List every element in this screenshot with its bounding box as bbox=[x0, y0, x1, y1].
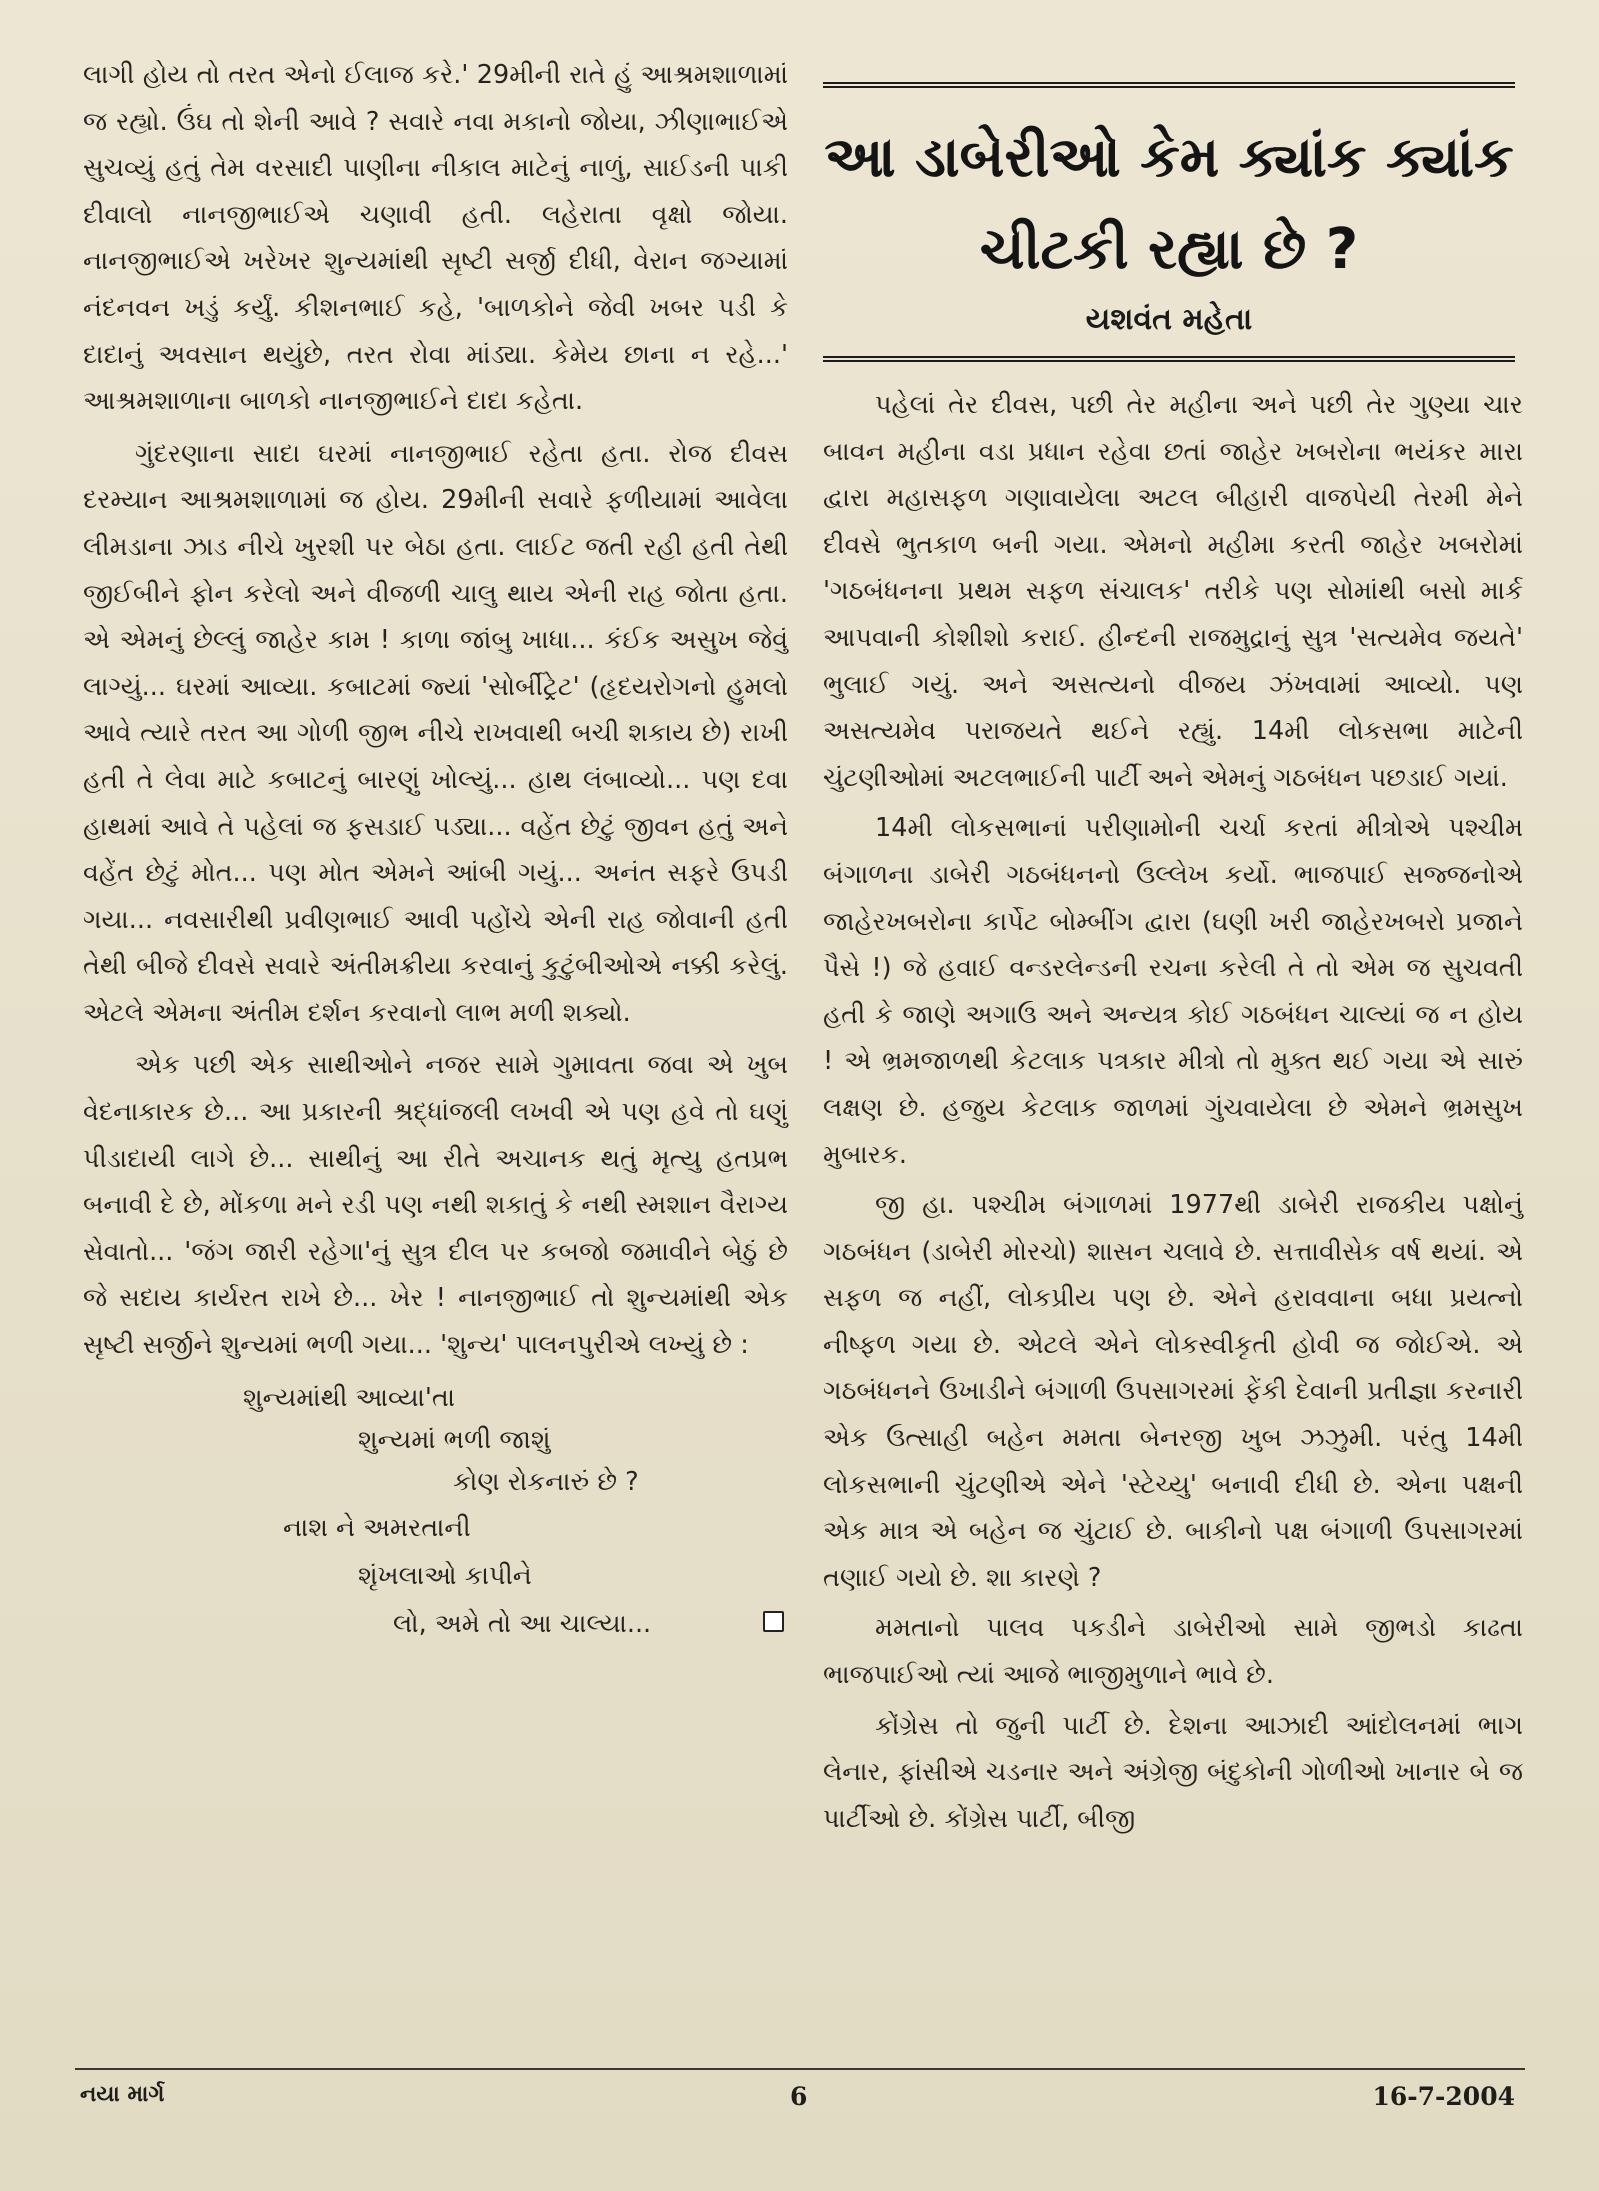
poem bbox=[83, 1377, 788, 1667]
left-paragraph-1: લાગી હોય તો તરત એનો ઈલાજ કરે.' 29મીની રાતે હું આશ્રમશાળામાં જ રહ્યો. ઉંઘ તો શેની આવે ? સવારે નવા મકાનો જોયા, ઝીણાભાઈએ સુચવ્યું હતું તેમ વરસાદી પાણીના નીકાલ માટેનું નાળું, સાઈડની પાકી દીવાલો નાનજીભાઈએ ચણાવી હતી. લહેરાતા વૃક્ષો જોયા. નાનજીભાઈએ ખરેખર શુન્યમાંથી સૃષ્ટી સર્જી દીધી, વેરાન જગ્યામાં નંદનવન ખડું કર્યું. કીશનભાઈ કહે, 'બાળકોને જેવી ખબર પડી કે દાદાનું અવસાન થયુંછે, તરત રોવા માંડ્યા. કેમેય છાના ન રહે...' આશ્રમશાળાના બાળકો નાનજીભાઈને દાદા કહેતા. bbox=[83, 60, 788, 417]
right-column bbox=[823, 382, 1523, 1842]
poem-line: શુન્યમાંથી આવ્યા'તા bbox=[243, 1382, 456, 1413]
left-paragraph-3: એક પછી એક સાથીઓને નજર સામે ગુમાવતા જવા એ ખુબ વેદનાકારક છે... આ પ્રકારની શ્રદ્ધાંજલી લખવી એ પણ હવે તો ઘણું પીડાદાયી લાગે છે... સાથીનું આ રીતે અચાનક થતું મૃત્યુ હતપ્રભ બનાવી દે છે, મોંકળા મને રડી પણ નથી શકાતું કે નથી સ્મશાન વૈરાગ્ય સેવાતો... 'જંગ જારી રહેગા'નું સુત્ર દીલ પર કબજો જમાવીને બેઠું છે જે સદાય કાર્યરત રાખે છે... ખેર ! નાનજીભાઈ તો શુન્યમાંથી એક સૃષ્ટી સર્જીને શુન્યમાં ભળી ગયા... 'શુન્ય' પાલનપુરીએ લખ્યું છે : bbox=[83, 1050, 788, 1361]
headline-line-1: આ ડાબેરીઓ કેમ ક્યાંક ક્યાંક bbox=[824, 125, 1514, 190]
poem-line: કોણ રોકનારું છે ? bbox=[453, 1466, 639, 1497]
footer-rule bbox=[75, 2068, 1525, 2070]
left-column bbox=[83, 52, 788, 1667]
issue-date: 16-7-2004 bbox=[1372, 2082, 1515, 2111]
left-paragraph-2: ગુંદરણાના સાદા ઘરમાં નાનજીભાઈ રહેતા હતા. રોજ દીવસ દરમ્યાન આશ્રમશાળામાં જ હોય. 29મીની સવારે ફળીયામાં આવેલા લીમડાના ઝાડ નીચે ખુરશી પર બેઠા હતા. લાઈટ જતી રહી હતી તેથી જીઈબીને ફોન કરેલો અને વીજળી ચાલુ થાય એની રાહ જોતા હતા. એ એમનું છેલ્લું જાહેર કામ ! કાળા જાંબુ ખાધા... કંઈક અસુખ જેવું લાગ્યું... ઘરમાં આવ્યા. કબાટમાં જ્યાં 'સોર્બીટ્રેટ' (હૃદયરોગનો હુમલો આવે ત્યારે તરત આ ગોળી જીભ નીચે રાખવાથી બચી શકાય છે) રાખી હતી તે લેવા માટે કબાટનું બારણું ખોલ્યું... હાથ લંબાવ્યો... પણ દવા હાથમાં આવે તે પહેલાં જ ફસડાઈ પડ્યા... વહેંત છેટું જીવન હતું અને વહેંત છેટું મોત... પણ મોત એમને આંબી ગયું... અનંત સફરે ઉપડી ગયા... નવસારીથી પ્રવીણભાઈ આવી પહોંચે એની રાહ જોવાની હતી તેથી બીજે દીવસે સવારે અંતીમક્રીયા કરવાનું કુટુંબીઓએ નક્કી કરેલું. એટલે એમના અંતીમ દર્શન કરવાનો લાભ મળી શક્યો. bbox=[83, 438, 788, 1028]
headline bbox=[823, 112, 1515, 296]
end-of-article-box-icon bbox=[763, 1611, 784, 1632]
poem-line: નાશ ને અમરતાની bbox=[283, 1512, 471, 1543]
right-paragraph-4: મમતાનો પાલવ પકડીને ડાબેરીઓ સામે જીભડો કાઢતા ભાજપાઈઓ ત્યાં આજે ભાજીમુળાને ભાવે છે. bbox=[823, 1613, 1523, 1691]
page-number: 6 bbox=[790, 2082, 808, 2111]
right-paragraph-1: પહેલાં તેર દીવસ, પછી તેર મહીના અને પછી તેર ગુણ્યા ચાર બાવન મહીના વડા પ્રધાન રહેવા છતાં જાહેર ખબરોના ભયંકર મારા દ્વારા મહાસફળ ગણાવાયેલા અટલ બીહારી વાજપેયી તેરમી મેને દીવસે ભુતકાળ બની ગયા. એમનો મહીમા કરતી જાહેર ખબરોમાં 'ગઠબંધનના પ્રથમ સફળ સંચાલક' તરીકે પણ સોમાંથી બસો માર્ક આપવાની કોશીશો કરાઈ. હીન્દની રાજમુદ્રાનું સુત્ર 'સત્યમેવ જયતે' ભુલાઈ ગયું. અને અસત્યનો વીજય ઝંખવામાં આવ્યો. પણ અસત્યમેવ પરાજયતે થઈને રહ્યું. 14મી લોકસભા માટેની ચુંટણીઓમાં અટલભાઈની પાર્ટી અને એમનું ગઠબંધન પછડાઈ ગયાં. bbox=[823, 390, 1523, 793]
author-byline: યશવંત મહેતા bbox=[1085, 302, 1253, 337]
headline-bottom-rule bbox=[823, 356, 1515, 362]
right-paragraph-5: કોંગ્રેસ તો જુની પાર્ટી છે. દેશના આઝાદી આંદોલનમાં ભાગ લેનાર, ફાંસીએ ચડનાર અને અંગ્રેજી બંદુકોની ગોળીઓ ખાનાર બે જ પાર્ટીઓ છે. કોંગ્રેસ પાર્ટી, બીજી bbox=[823, 1710, 1523, 1834]
headline-top-rule bbox=[823, 82, 1515, 88]
headline-line-2: ચીટકી રહ્યા છે ? bbox=[979, 217, 1359, 282]
right-paragraph-3: જી હા. પશ્ચીમ બંગાળમાં 1977થી ડાબેરી રાજકીય પક્ષોનું ગઠબંધન (ડાબેરી મોરચો) શાસન ચલાવે છે. સત્તાવીસેક વર્ષ થયાં. એ સફળ જ નહીં, લોકપ્રીય પણ છે. એને હરાવવાના બધા પ્રયત્નો નીષ્ફળ ગયા છે. એટલે એને લોકસ્વીકૃતી હોવી જ જોઈએ. એ ગઠબંધનને ઉખાડીને બંગાળી ઉપસાગરમાં ફેંકી દેવાની પ્રતીજ્ઞા કરનારી એક ઉત્સાહી બહેન મમતા બેનરજી ખુબ ઝઝુમી. પરંતુ 14મી લોકસભાની ચુંટણીએ એને 'સ્ટેચ્યુ' બનાવી દીધી છે. એના પક્ષની એક માત્ર એ બહેન જ ચુંટાઈ છે. બાકીનો પક્ષ બંગાળી ઉપસાગરમાં તણાઈ ગયો છે. શા કારણે ? bbox=[823, 1190, 1523, 1593]
poem-line: શુન્યમાં ભળી જાશું bbox=[358, 1424, 551, 1455]
poem-line: લો, અમે તો આ ચાલ્યા... bbox=[393, 1608, 652, 1639]
right-paragraph-2: 14મી લોકસભાનાં પરીણામોની ચર્ચા કરતાં મીત્રોએ પશ્ચીમ બંગાળના ડાબેરી ગઠબંધનનો ઉલ્લેખ કર્યો. ભાજપાઈ સજ્જનોએ જાહેરખબરોના કાર્પેટ બોમ્બીંગ દ્વારા (ઘણી ખરી જાહેરખબરો પ્રજાને પૈસે !) જે હવાઈ વન્ડરલેન્ડની રચના કરેલી તે તો એમ જ સુચવતી હતી કે જાણે અગાઉ અને અન્યત્ર કોઈ ગઠબંધન ચાલ્યાં જ ન હોય ! એ ભ્રમજાળથી કેટલાક પત્રકાર મીત્રો તો મુક્ત થઈ ગયા એ સારું લક્ષણ છે. હજુય કેટલાક જાળમાં ગુંચવાયેલા છે એમને ભ્રમસુખ મુબારક. bbox=[823, 813, 1523, 1170]
poem-line: શૃંખલાઓ કાપીને bbox=[358, 1560, 532, 1591]
publication-name: નયા માર્ગ bbox=[80, 2082, 165, 2107]
